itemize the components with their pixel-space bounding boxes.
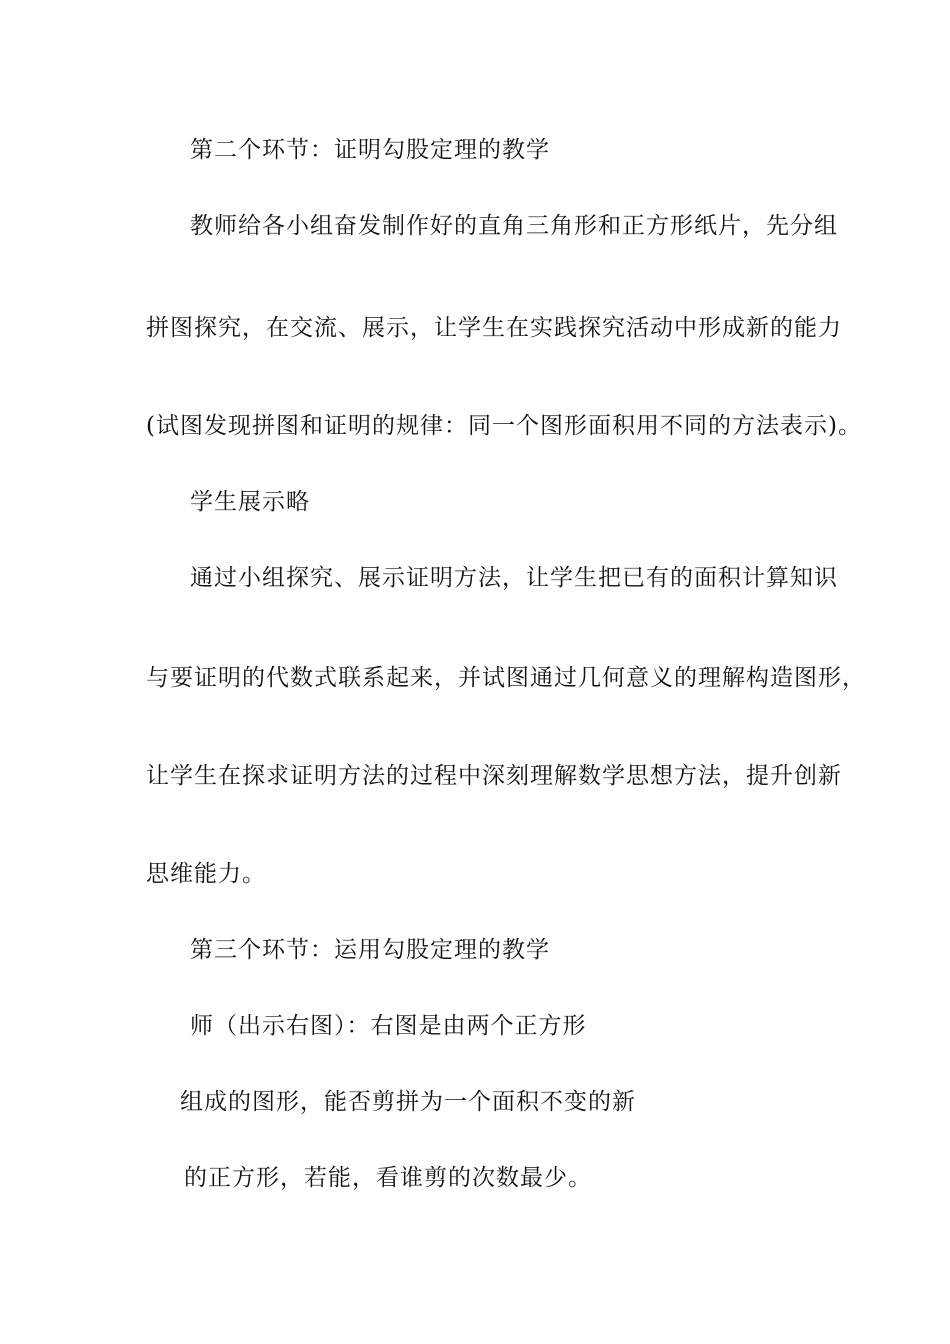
section-heading-third: 第三个环节：运用勾股定理的教学 <box>190 937 550 963</box>
paragraph-line: 的正方形，若能，看谁剪的次数最少。 <box>184 1165 592 1191</box>
paragraph-line: 与要证明的代数式联系起来，并试图通过几何意义的理解构造图形， <box>146 665 866 691</box>
paragraph-line: 组成的图形，能否剪拼为一个面积不变的新 <box>180 1089 636 1115</box>
paragraph-line: 拼图探究，在交流、展示，让学生在实践探究活动中形成新的能力 <box>146 315 842 341</box>
paragraph-line: 学生展示略 <box>190 489 310 515</box>
section-heading-second: 第二个环节：证明勾股定理的教学 <box>190 137 550 163</box>
paragraph-line: 让学生在探求证明方法的过程中深刻理解数学思想方法，提升创新 <box>146 763 842 789</box>
paragraph-line: 思维能力。 <box>146 861 266 887</box>
paragraph-line: 教师给各小组奋发制作好的直角三角形和正方形纸片，先分组 <box>190 213 838 239</box>
paragraph-line: 师（出示右图）：右图是由两个正方形 <box>190 1013 587 1039</box>
paragraph-line: (试图发现拼图和证明的规律：同一个图形面积用不同的方法表示)。 <box>146 413 862 439</box>
paragraph-line: 通过小组探究、展示证明方法，让学生把已有的面积计算知识 <box>190 565 838 591</box>
